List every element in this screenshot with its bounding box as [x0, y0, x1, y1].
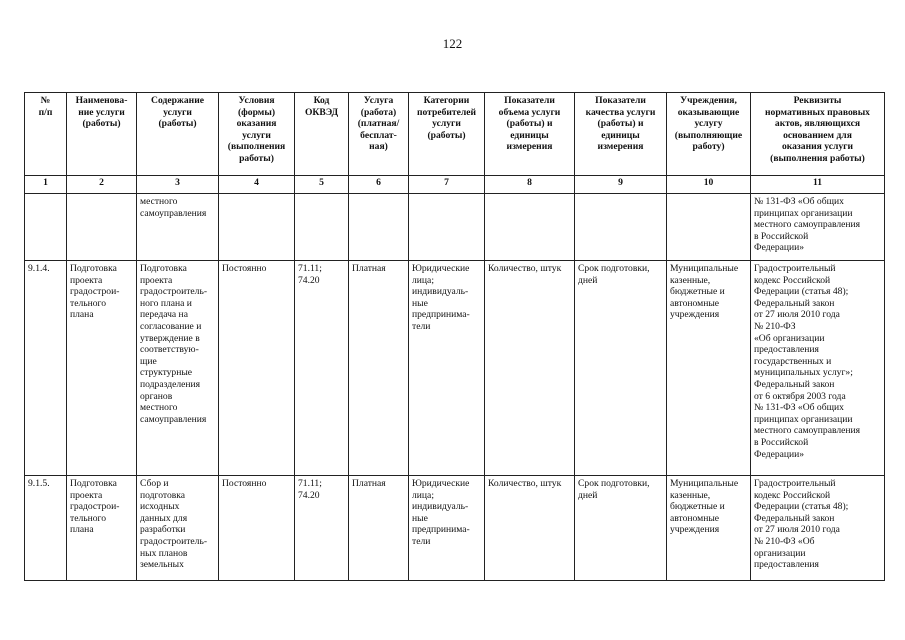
column-number-row [25, 176, 885, 194]
column-number: 2 [67, 176, 137, 194]
table-cell [25, 194, 67, 261]
column-number: 4 [219, 176, 295, 194]
header-cell-content: Содержание услуги (работы) [137, 93, 219, 176]
table-cell: Подготовка проекта градострои- тельного плана [67, 261, 137, 476]
column-number: 3 [137, 176, 219, 194]
column-number: 6 [349, 176, 409, 194]
header-cell-legal-acts: Реквизиты нормативных правовых актов, являющихся основанием для оказания услуги (выполнения работы) [751, 93, 885, 176]
table-row-9-1-4 [25, 261, 885, 476]
table-cell: 9.1.5. [25, 476, 67, 581]
table-cell: Градостроительный кодекс Российской Федерации (статья 48); Федеральный закон от 27 июля 2010 года № 210-ФЗ «Об организации предоставления государственных и муниципальных услуг»; Федеральный закон от 6 октября 2003 года № 131-ФЗ «Об общих принципах организации местного самоуправления в Российской Федерации» [751, 261, 885, 476]
header-cell-service-name: Наименова- ние услуги (работы) [67, 93, 137, 176]
table-cell: Муниципальные казенные, бюджетные и автономные учреждения [667, 261, 751, 476]
header-cell-consumers: Категории потребителей услуги (работы) [409, 93, 485, 176]
table-cell [667, 194, 751, 261]
table-cell: Градостроительный кодекс Российской Федерации (статья 48); Федеральный закон от 27 июля 2010 года № 210-ФЗ «Об организации предоставления [751, 476, 885, 581]
table-cell: 71.11; 74.20 [295, 261, 349, 476]
header-cell-conditions: Условия (формы) оказания услуги (выполнения работы) [219, 93, 295, 176]
column-number: 8 [485, 176, 575, 194]
table-row-continuation [25, 194, 885, 261]
table-cell: Срок подготовки, дней [575, 476, 667, 581]
table-cell [295, 194, 349, 261]
table-cell: Муниципальные казенные, бюджетные и автономные учреждения [667, 476, 751, 581]
table-cell: Количество, штук [485, 261, 575, 476]
header-cell-volume: Показатели объема услуги (работы) и единицы измерения [485, 93, 575, 176]
table-cell: Платная [349, 261, 409, 476]
column-number: 9 [575, 176, 667, 194]
table-cell [575, 194, 667, 261]
table-cell: Платная [349, 476, 409, 581]
header-row [25, 93, 885, 176]
table-cell: Подготовка проекта градостроитель- ного плана и передача на согласование и утверждение в соответствую- щие структурные подразделения органов местного самоуправления [137, 261, 219, 476]
column-number: 7 [409, 176, 485, 194]
table-cell: Срок подготовки, дней [575, 261, 667, 476]
table-cell: Постоянно [219, 261, 295, 476]
column-number: 1 [25, 176, 67, 194]
table-cell: Сбор и подготовка исходных данных для разработки градостроитель- ных планов земельных [137, 476, 219, 581]
services-table [24, 92, 885, 581]
table-row-9-1-5 [25, 476, 885, 581]
table-cell: № 131-ФЗ «Об общих принципах организации местного самоуправления в Российской Федерации» [751, 194, 885, 261]
header-cell-institutions: Учреждения, оказывающие услугу (выполняющие работу) [667, 93, 751, 176]
table-cell: 71.11; 74.20 [295, 476, 349, 581]
header-cell-quality: Показатели качества услуги (работы) и единицы измерения [575, 93, 667, 176]
column-number: 11 [751, 176, 885, 194]
page-number: 122 [442, 36, 463, 51]
header-cell-okved: Код ОКВЭД [295, 93, 349, 176]
table-cell: 9.1.4. [25, 261, 67, 476]
table-cell: Количество, штук [485, 476, 575, 581]
table-cell [409, 194, 485, 261]
table-cell [485, 194, 575, 261]
table-cell [67, 194, 137, 261]
table-cell: местного самоуправления [137, 194, 219, 261]
table-cell: Юридические лица; индивидуаль- ные предпринима- тели [409, 476, 485, 581]
table-cell: Постоянно [219, 476, 295, 581]
table-cell [349, 194, 409, 261]
header-cell-number: № п/п [25, 93, 67, 176]
header-cell-paid: Услуга (работа) (платная/ бесплат- ная) [349, 93, 409, 176]
table-cell: Подготовка проекта градострои- тельного плана [67, 476, 137, 581]
column-number: 5 [295, 176, 349, 194]
table-cell [219, 194, 295, 261]
column-number: 10 [667, 176, 751, 194]
table-cell: Юридические лица; индивидуаль- ные предпринима- тели [409, 261, 485, 476]
